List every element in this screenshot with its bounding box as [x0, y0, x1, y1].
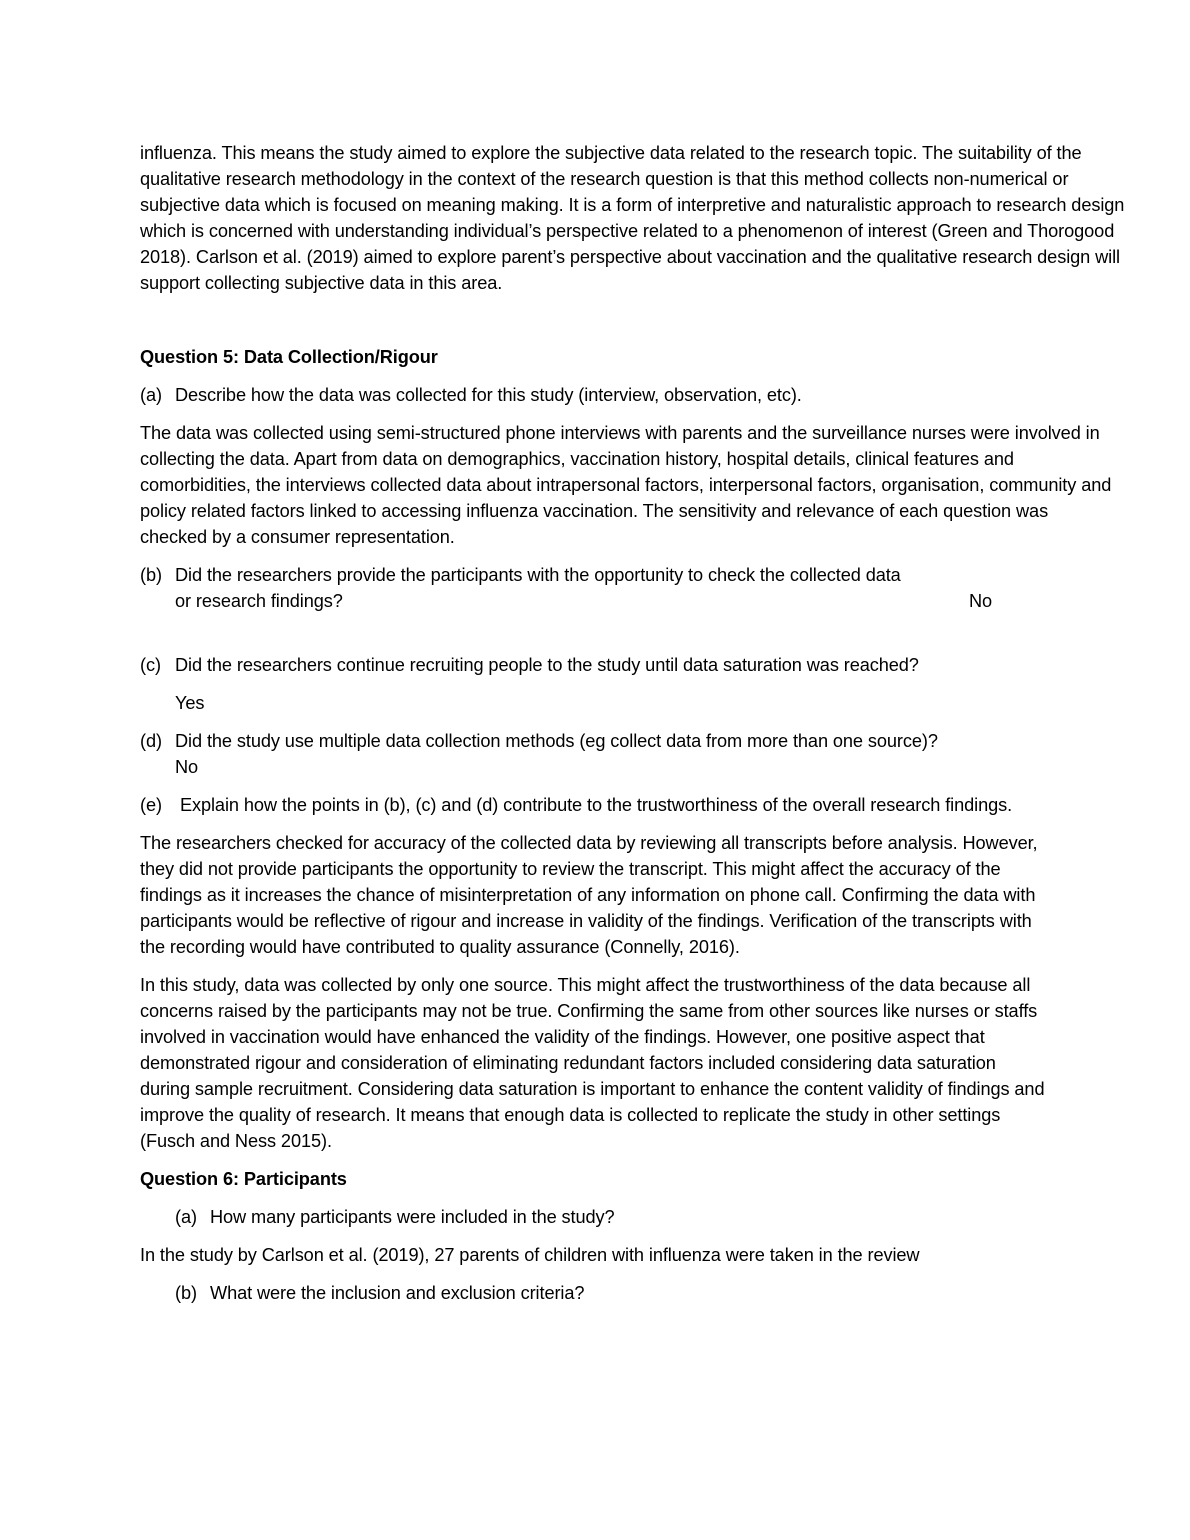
q5-c-marker: (c): [140, 655, 161, 675]
q5-a-answer: The data was collected using semi-structured phone interviews with parents and the surveillance nurses were involved in collecting the data. Apart from data on demographics, vaccination history, hospital details, clinical features and comorbidities, the interviews collected data about intrapersonal factors, interpersonal factors, organisation, community and policy related factors linked to accessing influenza vaccination. The sensitivity and relevance of each question was checked by a consumer representation.: [140, 423, 1112, 547]
q6-a-question: How many participants were included in the study?: [210, 1207, 615, 1227]
q5-d-question: Did the study use multiple data collection methods (eg collect data from more than one source)?: [175, 731, 938, 751]
q5-e-marker: (e): [140, 795, 162, 815]
q5-item-e: [140, 792, 1130, 818]
q5-e-answer-paragraph-2: In this study, data was collected by only one source. This might affect the trustworthiness of the data because all concerns raised by the participants may not be true. Confirming the same from other sources like nurses or staffs involved in vaccination would have enhanced the validity of the findings. However, one positive aspect that demonstrated rigour and consideration of eliminating redundant factors included considering data saturation during sample recruitment. Considering data saturation is important to enhance the content validity of findings and improve the quality of research. It means that enough data is collected to replicate the study in other settings (Fusch and Ness 2015).: [140, 975, 1045, 1151]
q5-e-answer-paragraph-1: The researchers checked for accuracy of the collected data by reviewing all transcripts before analysis. However, they did not provide participants the opportunity to review the transcript. This might affect the accuracy of the findings as it increases the chance of misinterpretation of any information on phone call. Confirming the data with participants would be reflective of rigour and increase in validity of the findings. Verification of the transcripts with the recording would have contributed to quality assurance (Connelly, 2016).: [140, 833, 1038, 957]
q5-d-answer: No: [175, 757, 199, 777]
q5-item-b: [140, 562, 1130, 614]
q5-b-answer: No: [968, 591, 992, 611]
q5-d-marker: (d): [140, 731, 162, 751]
q5-a-marker: (a): [140, 385, 162, 405]
q5-c-question: Did the researchers continue recruiting people to the study until data saturation was reached?: [175, 655, 919, 675]
q6-item-a: [140, 1204, 1130, 1230]
q5-item-c: [140, 652, 1130, 678]
q5-b-marker: (b): [140, 565, 162, 585]
q5-d-body: [175, 728, 1130, 780]
q5-a-question: Describe how the data was collected for this study (interview, observation, etc).: [175, 385, 802, 405]
question-6-heading: Question 6: Participants: [140, 1169, 347, 1189]
q5-c-answer: Yes: [175, 693, 205, 713]
q6-a-answer: In the study by Carlson et al. (2019), 27 parents of children with influenza were taken in the review: [140, 1245, 920, 1265]
q5-b-question-line2: or research findings?: [175, 591, 343, 611]
intro-paragraph: influenza. This means the study aimed to explore the subjective data related to the research topic. The suitability of the qualitative research methodology in the context of the research question is that this method collects non-numerical or subjective data which is focused on meaning making. It is a form of interpretive and naturalistic approach to research design which is concerned with understanding individual’s perspective related to a phenomenon of interest (Green and Thorogood 2018). Carlson et al. (2019) aimed to explore parent’s perspective about vaccination and the qualitative research design will support collecting subjective data in this area.: [140, 143, 1125, 293]
q6-a-marker: (a): [175, 1207, 197, 1227]
q5-item-d: [140, 728, 1130, 780]
q6-item-b: [140, 1280, 1130, 1306]
q5-b-body: [175, 562, 1130, 614]
q6-b-question: What were the inclusion and exclusion criteria?: [210, 1283, 585, 1303]
q5-e-question: Explain how the points in (b), (c) and (d) contribute to the trustworthiness of the overall research findings.: [175, 795, 1013, 815]
question-5-heading: Question 5: Data Collection/Rigour: [140, 347, 438, 367]
document-page: [140, 140, 1130, 1318]
q5-b-question-line1: Did the researchers provide the participants with the opportunity to check the collected data: [175, 565, 901, 585]
q5-b-line2: [175, 588, 992, 614]
q5-item-a: [140, 382, 1130, 408]
q6-b-marker: (b): [175, 1283, 197, 1303]
